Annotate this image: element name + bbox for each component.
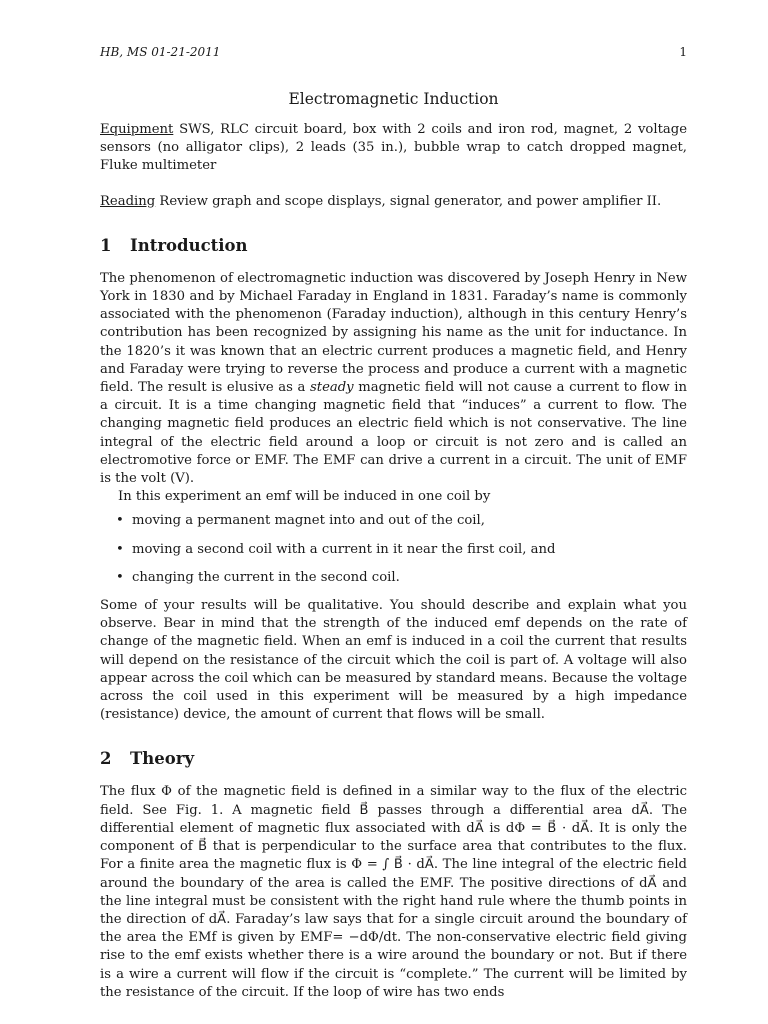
- page-number: 1: [679, 45, 687, 59]
- section-heading-theory: [100, 749, 687, 769]
- equipment-text: SWS, RLC circuit board, box with 2 coils and iron rod, magnet, 2 voltage sensors (no alligator clips), 2 leads (35 in.), bubble wrap to catch dropped magnet, Fluke multimeter: [100, 122, 687, 174]
- intro-text-a: The phenomenon of electromagnetic induction was discovered by Joseph Henry in New York in 1830 and by Michael Faraday in England in 1831. Faraday’s name is commonly associated with the phenomenon (Faraday induction), although in this century Henry’s contribution has been recognized by assigning his name as the unit for inductance. In the 1820’s it was known that an electric current produces a magnetic field, and Henry and Faraday were trying to reverse the process and produce a current with a magnetic field. The result is elusive as a: [100, 270, 687, 396]
- intro-text-b: magnetic field will not cause a current to flow in a circuit. It is a time changing magnetic field that “induces” a current to flow. The changing magnetic field produces an electric field which is not conservative. The line integral of the electric field around a loop or circuit is not zero and is called an electromotive force or EMF. The EMF can drive a current in a circuit. The unit of EMF is the volt (V).: [100, 380, 687, 487]
- section-number: 1: [100, 235, 112, 255]
- intro-emphasis: steady: [310, 380, 354, 396]
- list-item: • moving a permanent magnet into and out of the coil,: [116, 512, 687, 530]
- list-item: • moving a second coil with a current in it near the first coil, and: [116, 541, 687, 559]
- document-page: [100, 44, 687, 1002]
- intro-paragraph-1: [100, 270, 687, 488]
- header-left: HB, MS 01-21-2011: [100, 45, 221, 59]
- section-number: 2: [100, 749, 112, 769]
- equipment-label: Equipment: [100, 122, 174, 137]
- reading-paragraph: [100, 193, 687, 211]
- intro-paragraph-2: In this experiment an emf will be induced in one coil by: [118, 489, 491, 505]
- section-title: Theory: [130, 749, 195, 769]
- document-title: Electromagnetic Induction: [288, 90, 499, 108]
- running-header: [100, 44, 687, 60]
- section-heading-introduction: [100, 236, 687, 256]
- reading-label: Reading: [100, 193, 156, 209]
- bullet-list: [100, 512, 687, 587]
- list-item: • changing the current in the second coil.: [116, 569, 687, 587]
- reading-text: Review graph and scope displays, signal generator, and power amplifier II.: [155, 193, 662, 209]
- equipment-paragraph: [100, 121, 687, 176]
- theory-paragraph-1: The flux Φ of the magnetic field is defined in a similar way to the flux of the electric field. See Fig. 1. A magnetic field B⃗ passes through a differential area dA⃗. The differential element of magnetic flux associated with dA⃗ is dΦ = B⃗ · dA⃗. It is only the component of B⃗ that is perpendicular to the surface area that contributes to the flux. For a finite area the magnetic flux is Φ = ∫ B⃗ · dA⃗. The line integral of the electric field around the boundary of the area is called the EMF. The positive directions of dA⃗ and the line integral must be consistent with the right hand rule where the thumb points in the direction of dA⃗. Faraday’s law says that for a single circuit around the boundary of the area the EMf is given by EMF= −dΦ/dt. The non-conservative electric field giving rise to the emf exists whether there is a wire around the boundary or not. But if there is a wire a current will flow if the circuit is “complete.” The current will be limited by the resistance of the circuit. If the loop of wire has two ends: [100, 784, 687, 1000]
- section-title: Introduction: [130, 235, 248, 255]
- intro-paragraph-3: Some of your results will be qualitative. You should describe and explain what you observe. Bear in mind that the strength of the induced emf depends on the rate of change of the magnetic field. When an emf is induced in a coil the current that results will depend on the resistance of the circuit which the coil is part of. A voltage will also appear across the coil which can be measured by standard means. Because the voltage across the coil used in this experiment will be measured by a high impedance (resistance) device, the amount of current that flows will be small.: [100, 598, 687, 723]
